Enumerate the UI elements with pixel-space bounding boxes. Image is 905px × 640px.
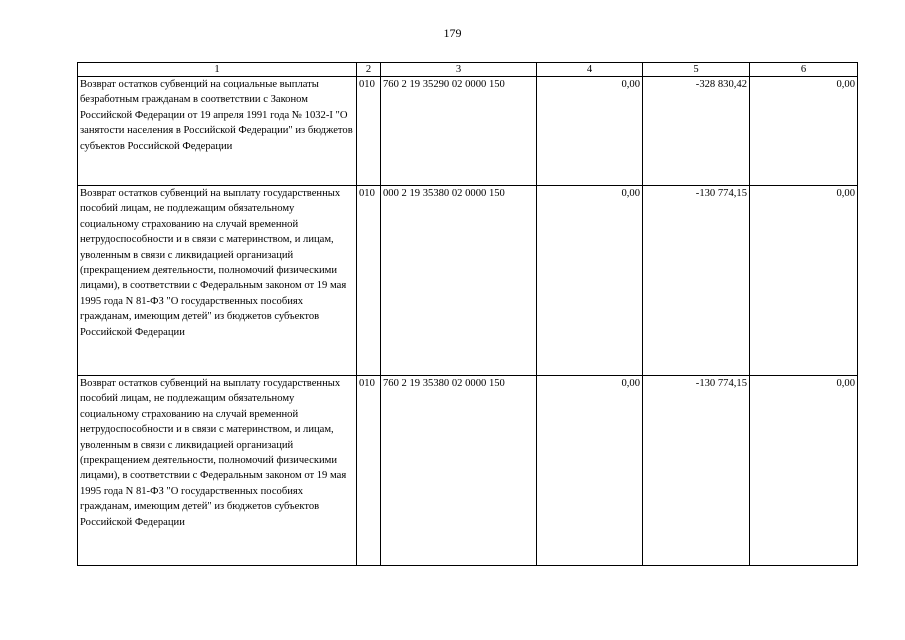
table-header-row bbox=[78, 63, 858, 77]
column-header: 4 bbox=[537, 63, 643, 77]
table-row bbox=[78, 376, 858, 566]
row-col5-value: -130 774,15 bbox=[643, 376, 750, 566]
row-admin-code: 010 bbox=[357, 376, 381, 566]
row-col4-value: 0,00 bbox=[537, 186, 643, 376]
table-row bbox=[78, 77, 858, 186]
column-header: 1 bbox=[78, 63, 357, 77]
row-col6-value: 0,00 bbox=[750, 376, 858, 566]
row-col6-value: 0,00 bbox=[750, 186, 858, 376]
row-col5-value: -130 774,15 bbox=[643, 186, 750, 376]
column-header: 2 bbox=[357, 63, 381, 77]
column-header: 5 bbox=[643, 63, 750, 77]
table-row bbox=[78, 186, 858, 376]
row-description: Возврат остатков субвенций на выплату государственных пособий лицам, не подлежащим обязательному социальному страхованию на случай временной нетрудоспособности и в связи с материнством, и лицам, уволенным в связи с ликвидацией организаций (прекращением деятельности, полномочий физическими лицами), в соответствии с Федеральным законом от 19 мая 1995 года N 81-ФЗ "О государственных пособиях гражданам, имеющим детей" из бюджетов субъектов Российской Федерации bbox=[78, 186, 357, 376]
row-col5-value: -328 830,42 bbox=[643, 77, 750, 186]
column-header: 3 bbox=[381, 63, 537, 77]
budget-table bbox=[77, 62, 858, 566]
row-budget-code: 760 2 19 35290 02 0000 150 bbox=[381, 77, 537, 186]
row-admin-code: 010 bbox=[357, 186, 381, 376]
row-budget-code: 760 2 19 35380 02 0000 150 bbox=[381, 376, 537, 566]
row-budget-code: 000 2 19 35380 02 0000 150 bbox=[381, 186, 537, 376]
page-number: 179 bbox=[443, 26, 462, 40]
row-description: Возврат остатков субвенций на выплату государственных пособий лицам, не подлежащим обязательному социальному страхованию на случай временной нетрудоспособности и в связи с материнством, и лицам, уволенным в связи с ликвидацией организаций (прекращением деятельности, полномочий физическими лицами), в соответствии с Федеральным законом от 19 мая 1995 года N 81-ФЗ "О государственных пособиях гражданам, имеющим детей" из бюджетов субъектов Российской Федерации bbox=[78, 376, 357, 566]
row-col6-value: 0,00 bbox=[750, 77, 858, 186]
column-header: 6 bbox=[750, 63, 858, 77]
row-col4-value: 0,00 bbox=[537, 376, 643, 566]
row-description: Возврат остатков субвенций на социальные выплаты безработным гражданам в соответствии с Законом Российской Федерации от 19 апреля 1991 года № 1032-I "О занятости населения в Российской Федерации" из бюджетов субъектов Российской Федерации bbox=[78, 77, 357, 186]
row-admin-code: 010 bbox=[357, 77, 381, 186]
row-col4-value: 0,00 bbox=[537, 77, 643, 186]
